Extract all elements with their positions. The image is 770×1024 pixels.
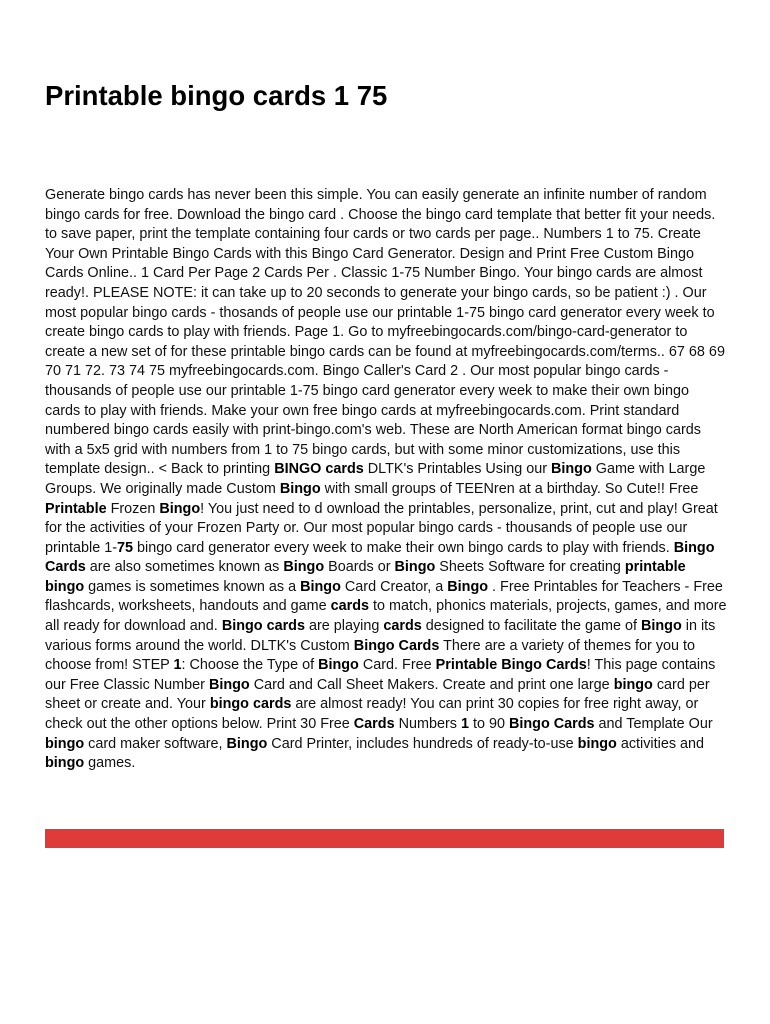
bold-keyword: BINGO cards: [274, 461, 364, 478]
bold-keyword: Bingo: [279, 480, 321, 497]
text-run: are playing: [304, 618, 384, 635]
bold-keyword: bingo: [45, 755, 85, 772]
text-run: ! This page contains our Free Classic Number: [45, 657, 716, 693]
text-run: games is sometimes known as a: [84, 578, 301, 595]
text-run: games.: [84, 755, 136, 772]
text-run: Card and Call Sheet Makers. Create and print one large: [249, 676, 614, 693]
text-run: Numbers: [394, 716, 461, 733]
text-run: Boards or: [324, 559, 395, 576]
bold-keyword: Bingo: [159, 500, 201, 517]
bold-keyword: Cards: [353, 716, 395, 733]
bold-keyword: Bingo: [447, 578, 489, 595]
bold-keyword: cards: [330, 598, 369, 615]
text-run: . Free Printables for Teachers - Free flashcards, worksheets, handouts and game: [45, 578, 723, 615]
text-run: are also sometimes known as: [85, 559, 284, 576]
text-run: There are a variety of themes for you to choose from! STEP: [45, 637, 696, 674]
bold-keyword: Bingo: [551, 461, 592, 478]
bold-keyword: 1: [460, 716, 469, 733]
body-paragraph: [45, 186, 727, 774]
text-run: bingo card generator every week to make their own bingo cards to play with friends.: [133, 539, 674, 556]
bold-keyword: printable bingo: [45, 559, 686, 595]
text-run: are almost ready! You can print 30 copies for free right away, or check out the other options below. Print 30 Free: [45, 696, 699, 733]
text-run: Card. Free: [358, 657, 436, 674]
text-run: in its various forms around the world. DLTK's Custom: [45, 618, 716, 654]
bold-keyword: bingo: [613, 676, 653, 693]
text-run: : Choose the Type of: [181, 657, 319, 674]
text-run: DLTK's Printables Using our: [363, 461, 551, 478]
text-run: activities and: [616, 735, 705, 752]
bold-keyword: Bingo Cards: [353, 637, 440, 654]
text-run: Generate bingo cards has never been this simple. You can easily generate an infinite number of random bingo cards for free. Download the bingo card . Choose the bingo card template that better fit your needs. to save paper, print the template containing four cards or two cards per page.. Numbers 1 to 75. Create Your Own Printable Bingo Cards with this Bingo Card Generator. Design and Print Free Custom Bingo Cards Online.. 1 Card Per Page 2 Cards Per . Classic 1-75 Number Bingo. Your bingo cards are almost ready!. PLEASE NOTE: it can take up to 20 seconds to generate your bingo cards, so be patient :) . Our most popular bingo cards - thosands of people use our printable 1-75 bingo card generator every week to create bingo cards to play with friends. Page 1. Go to myfreebingocards.com/bingo-card-generator to create a new set of for these printable bingo cards can be found at myfreebingocards.com/terms.. 67 68 69 70 71 72. 73 74 75 myfreebingocards.com. Bingo Caller's Card 2 . Our most popular bingo cards - thousands of people use our printable 1-75 bingo card generator every week to make their own bingo cards to play with friends. Make your own free bingo cards at myfreebingocards.com. Print standard numbered bingo cards easily with print-bingo.com's web. These are North American format bingo cards with a 5x5 grid with numbers from 1 to 75 bingo cards, but with some minor customizations, use this template design.. < Back to printing: [45, 187, 725, 478]
bold-keyword: Bingo: [394, 559, 436, 576]
bold-keyword: bingo: [577, 735, 617, 752]
bold-keyword: Bingo: [300, 578, 341, 595]
text-run: ! You just need to d ownload the printables, personalize, print, cut and play! Great for the activities of your Frozen Party or. Our most popular bingo cards - thousands of people use our printable 1-: [45, 500, 718, 556]
bold-keyword: Bingo: [641, 618, 682, 635]
bold-keyword: Bingo: [226, 735, 268, 752]
text-run: Frozen: [106, 500, 160, 517]
text-run: to match, phonics materials, projects, games, and more all ready for download and.: [45, 598, 727, 635]
text-run: designed to facilitate the game of: [421, 618, 641, 635]
text-run: to 90: [468, 716, 509, 733]
bold-keyword: Bingo: [318, 657, 359, 674]
text-run: Card Printer, includes hundreds of ready-to-use: [267, 735, 578, 752]
text-run: Sheets Software for creating: [435, 559, 625, 576]
bold-keyword: bingo: [45, 735, 85, 752]
bold-keyword: cards: [383, 618, 422, 635]
text-run: Game with Large Groups. We originally made Custom: [45, 461, 706, 497]
text-run: with small groups of TEENren at a birthday. So Cute!! Free: [320, 480, 699, 497]
bold-keyword: Bingo cards: [221, 618, 305, 635]
text-run: Card Creator, a: [340, 578, 448, 595]
bold-keyword: Bingo: [208, 676, 250, 693]
bold-keyword: Bingo Cards: [508, 716, 595, 733]
bold-keyword: bingo cards: [209, 696, 292, 713]
text-run: card maker software,: [84, 735, 227, 752]
footer-divider-bar: [45, 829, 724, 848]
bold-keyword: Bingo: [283, 559, 325, 576]
bold-keyword: Printable Bingo Cards: [435, 657, 587, 674]
bold-keyword: Bingo Cards: [45, 539, 715, 576]
page-title: Printable bingo cards 1 75: [45, 80, 388, 111]
text-run: and Template Our: [594, 716, 713, 733]
bold-keyword: 75: [117, 539, 134, 556]
bold-keyword: Printable: [45, 500, 107, 517]
bold-keyword: 1: [173, 657, 182, 674]
text-run: card per sheet or create and. Your: [45, 676, 710, 713]
